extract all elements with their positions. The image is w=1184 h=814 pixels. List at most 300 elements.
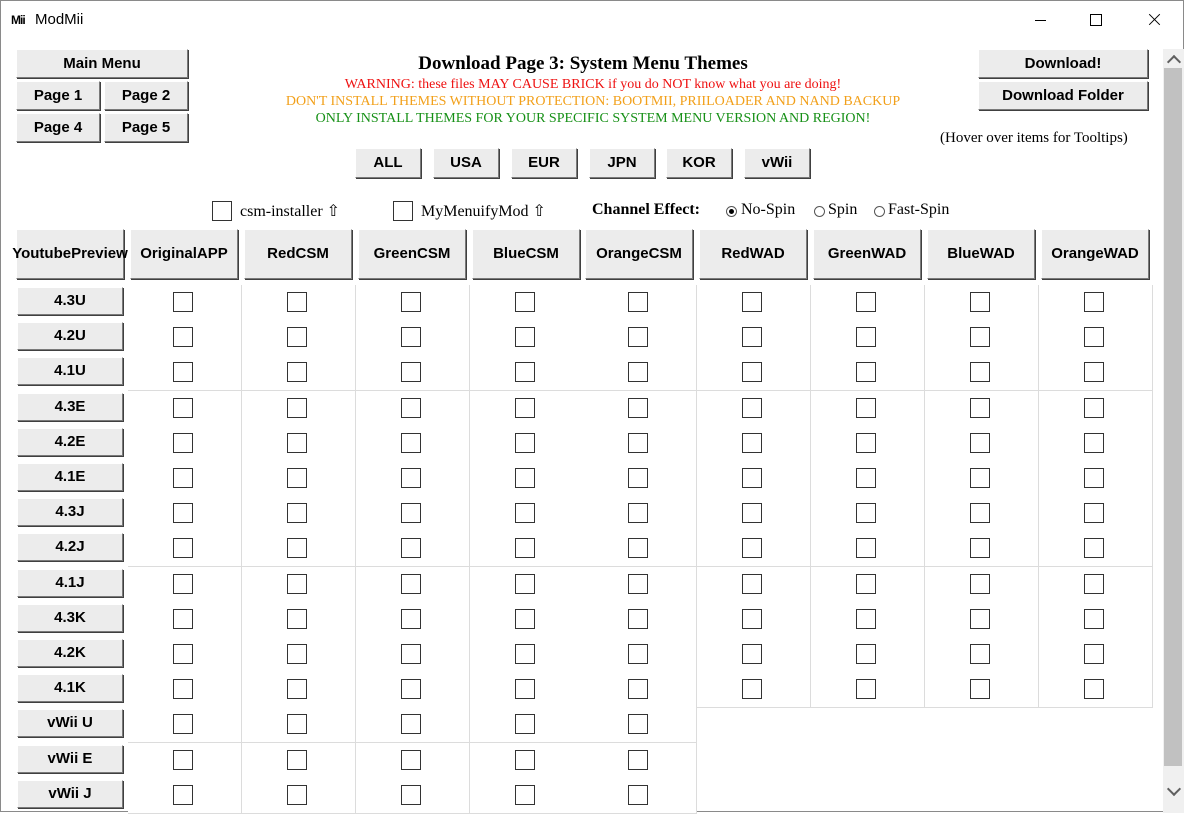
grid-cell <box>356 672 470 708</box>
theme-checkbox[interactable] <box>1084 362 1104 382</box>
grid-cell <box>1039 496 1153 532</box>
theme-checkbox[interactable] <box>287 292 307 312</box>
page-2-button[interactable]: Page 2 <box>104 81 188 110</box>
grid-cell <box>356 355 470 391</box>
effect-fast-spin-label: Fast-Spin <box>888 201 950 218</box>
theme-checkbox[interactable] <box>401 503 421 523</box>
theme-checkbox[interactable] <box>628 327 648 347</box>
theme-checkbox[interactable] <box>970 433 990 453</box>
theme-checkbox[interactable] <box>287 538 307 558</box>
theme-checkbox[interactable] <box>515 679 535 699</box>
theme-checkbox[interactable] <box>970 292 990 312</box>
theme-checkbox[interactable] <box>742 609 762 629</box>
grid-cell <box>811 567 925 603</box>
grid-cell <box>811 426 925 462</box>
grid-cell <box>1039 567 1153 603</box>
grid-cell <box>356 778 470 814</box>
grid-cell <box>925 672 1039 708</box>
grid-cell <box>242 461 356 497</box>
theme-checkbox[interactable] <box>401 574 421 594</box>
theme-checkbox[interactable] <box>742 468 762 488</box>
theme-checkbox[interactable] <box>515 609 535 629</box>
theme-checkbox[interactable] <box>287 644 307 664</box>
column-header[interactable] <box>1041 229 1149 279</box>
grid-cell <box>356 391 470 427</box>
grid-cell <box>242 355 356 391</box>
grid-cell <box>242 531 356 567</box>
column-header[interactable] <box>130 229 238 279</box>
download-folder-button[interactable]: Download Folder <box>978 81 1148 110</box>
theme-checkbox[interactable] <box>173 609 193 629</box>
theme-checkbox[interactable] <box>742 327 762 347</box>
theme-checkbox[interactable] <box>856 679 876 699</box>
theme-checkbox[interactable] <box>970 468 990 488</box>
column-header[interactable] <box>472 229 580 279</box>
theme-checkbox[interactable] <box>856 362 876 382</box>
grid-cell <box>697 637 811 673</box>
grid-cell <box>811 637 925 673</box>
theme-checkbox[interactable] <box>742 398 762 418</box>
theme-checkbox[interactable] <box>856 292 876 312</box>
theme-checkbox[interactable] <box>1084 292 1104 312</box>
theme-checkbox[interactable] <box>287 679 307 699</box>
channel-effect-label: Channel Effect: <box>592 201 700 218</box>
grid-cell <box>242 602 356 638</box>
grid-cell <box>1039 320 1153 356</box>
grid-cell <box>242 496 356 532</box>
theme-checkbox[interactable] <box>628 609 648 629</box>
column-header-line1: Orange <box>596 245 649 262</box>
column-header-line1: Youtube <box>12 245 72 262</box>
grid-cell <box>583 391 697 427</box>
grid-cell <box>925 285 1039 321</box>
column-header[interactable] <box>244 229 352 279</box>
theme-checkbox[interactable] <box>515 433 535 453</box>
theme-checkbox[interactable] <box>401 362 421 382</box>
warning-version: ONLY INSTALL THEMES FOR YOUR SPECIFIC SYSTEM MENU VERSION AND REGION! <box>315 111 871 126</box>
theme-checkbox[interactable] <box>742 538 762 558</box>
radio-spin[interactable] <box>814 206 825 217</box>
grid-cell <box>1039 531 1153 567</box>
theme-checkbox[interactable] <box>628 468 648 488</box>
csm-installer-label: csm-installer ⇧ <box>240 203 341 220</box>
grid-cell <box>925 602 1039 638</box>
theme-checkbox[interactable] <box>173 433 193 453</box>
theme-checkbox[interactable] <box>287 503 307 523</box>
grid-cell <box>583 285 697 321</box>
theme-checkbox[interactable] <box>173 468 193 488</box>
theme-checkbox[interactable] <box>628 503 648 523</box>
theme-checkbox[interactable] <box>401 750 421 770</box>
youtube-preview-button[interactable]: 4.3J <box>17 498 123 526</box>
theme-checkbox[interactable] <box>1084 398 1104 418</box>
theme-checkbox[interactable] <box>970 398 990 418</box>
theme-checkbox[interactable] <box>856 538 876 558</box>
grid-cell <box>1039 637 1153 673</box>
main-menu-button[interactable]: Main Menu <box>16 49 188 78</box>
theme-checkbox[interactable] <box>970 362 990 382</box>
grid-cell <box>925 461 1039 497</box>
grid-cell <box>1039 672 1153 708</box>
theme-checkbox[interactable] <box>1084 679 1104 699</box>
theme-checkbox[interactable] <box>628 362 648 382</box>
theme-checkbox[interactable] <box>287 714 307 734</box>
grid-cell <box>242 285 356 321</box>
theme-checkbox[interactable] <box>401 433 421 453</box>
youtube-preview-button[interactable]: vWii E <box>17 745 123 773</box>
theme-checkbox[interactable] <box>1084 327 1104 347</box>
theme-checkbox[interactable] <box>515 785 535 805</box>
region-all-button[interactable]: ALL <box>355 148 421 178</box>
theme-checkbox[interactable] <box>401 327 421 347</box>
region-usa-button[interactable]: USA <box>433 148 499 178</box>
theme-checkbox[interactable] <box>173 785 193 805</box>
grid-cell <box>470 531 584 567</box>
theme-checkbox[interactable] <box>1084 609 1104 629</box>
theme-checkbox[interactable] <box>401 714 421 734</box>
theme-checkbox[interactable] <box>173 538 193 558</box>
grid-cell <box>470 285 584 321</box>
youtube-preview-button[interactable]: 4.2K <box>17 639 123 667</box>
theme-checkbox[interactable] <box>401 644 421 664</box>
column-header-line1: Blue <box>947 245 980 262</box>
grid-cell <box>583 707 697 743</box>
theme-checkbox[interactable] <box>970 574 990 594</box>
column-header[interactable] <box>699 229 807 279</box>
grid-cell <box>811 461 925 497</box>
grid-cell <box>925 496 1039 532</box>
grid-cell <box>356 496 470 532</box>
column-header-line2: CSM <box>525 245 559 262</box>
theme-checkbox[interactable] <box>1084 468 1104 488</box>
theme-checkbox[interactable] <box>970 538 990 558</box>
grid-cell <box>1039 461 1153 497</box>
theme-checkbox[interactable] <box>401 679 421 699</box>
column-header-line1: Orange <box>1051 245 1104 262</box>
theme-checkbox[interactable] <box>856 433 876 453</box>
grid-cell <box>470 637 584 673</box>
theme-checkbox[interactable] <box>970 679 990 699</box>
theme-checkbox[interactable] <box>628 785 648 805</box>
youtube-preview-button[interactable]: 4.1U <box>17 357 123 385</box>
column-header-line2: WAD <box>871 245 907 262</box>
grid-cell <box>583 637 697 673</box>
column-header-line1: Original <box>140 245 197 262</box>
grid-cell <box>697 320 811 356</box>
grid-cell <box>925 426 1039 462</box>
grid-cell <box>128 637 242 673</box>
theme-checkbox[interactable] <box>287 468 307 488</box>
theme-checkbox[interactable] <box>515 714 535 734</box>
grid-cell <box>697 426 811 462</box>
grid-cell <box>128 567 242 603</box>
grid-cell <box>356 285 470 321</box>
theme-checkbox[interactable] <box>856 609 876 629</box>
grid-cell <box>128 461 242 497</box>
grid-cell <box>470 778 584 814</box>
region-vwii-button[interactable]: vWii <box>744 148 810 178</box>
theme-checkbox[interactable] <box>742 292 762 312</box>
theme-checkbox[interactable] <box>515 468 535 488</box>
theme-checkbox[interactable] <box>856 468 876 488</box>
theme-checkbox[interactable] <box>628 574 648 594</box>
grid-cell <box>128 426 242 462</box>
theme-checkbox[interactable] <box>1084 574 1104 594</box>
theme-checkbox[interactable] <box>856 503 876 523</box>
youtube-preview-button[interactable]: vWii U <box>17 709 123 737</box>
grid-cell <box>583 778 697 814</box>
theme-checkbox[interactable] <box>173 644 193 664</box>
theme-checkbox[interactable] <box>173 398 193 418</box>
youtube-preview-button[interactable]: vWii J <box>17 780 123 808</box>
grid-cell <box>583 567 697 603</box>
column-header[interactable] <box>12 229 128 279</box>
column-header-line2: WAD <box>979 245 1015 262</box>
theme-checkbox[interactable] <box>970 609 990 629</box>
column-header-line2: CSM <box>417 245 451 262</box>
grid-cell <box>128 320 242 356</box>
theme-checkbox[interactable] <box>856 327 876 347</box>
minimize-icon[interactable] <box>1011 1 1069 39</box>
close-icon[interactable] <box>1125 1 1183 39</box>
column-header[interactable] <box>358 229 466 279</box>
grid-cell <box>242 672 356 708</box>
grid-cell <box>583 355 697 391</box>
theme-checkbox[interactable] <box>628 433 648 453</box>
theme-checkbox[interactable] <box>287 433 307 453</box>
theme-checkbox[interactable] <box>856 398 876 418</box>
grid-cell <box>697 391 811 427</box>
youtube-preview-button[interactable]: 4.3E <box>17 393 123 421</box>
theme-checkbox[interactable] <box>742 503 762 523</box>
column-header-line1: Red <box>267 245 296 262</box>
youtube-preview-button[interactable]: 4.3K <box>17 604 123 632</box>
grid-cell <box>697 567 811 603</box>
theme-checkbox[interactable] <box>856 574 876 594</box>
theme-checkbox[interactable] <box>401 609 421 629</box>
youtube-preview-button[interactable]: 4.1K <box>17 674 123 702</box>
theme-checkbox[interactable] <box>856 644 876 664</box>
grid-cell <box>470 567 584 603</box>
grid-cell <box>925 531 1039 567</box>
region-kor-button[interactable]: KOR <box>666 148 732 178</box>
grid-cell <box>1039 391 1153 427</box>
grid-cell <box>811 672 925 708</box>
youtube-preview-button[interactable]: 4.3U <box>17 287 123 315</box>
grid-cell <box>925 355 1039 391</box>
radio-no-spin[interactable] <box>726 206 737 217</box>
grid-cell <box>356 320 470 356</box>
grid-cell <box>470 743 584 779</box>
grid-cell <box>128 602 242 638</box>
grid-cell <box>583 602 697 638</box>
grid-cell <box>356 743 470 779</box>
youtube-preview-button[interactable]: 4.2U <box>17 322 123 350</box>
grid-cell <box>811 496 925 532</box>
theme-checkbox[interactable] <box>173 679 193 699</box>
column-header[interactable] <box>585 229 693 279</box>
app-icon: Mii <box>11 13 25 27</box>
theme-checkbox[interactable] <box>628 538 648 558</box>
theme-checkbox[interactable] <box>628 714 648 734</box>
grid-cell <box>811 285 925 321</box>
warning-protection: DON'T INSTALL THEMES WITHOUT PROTECTION: BOOTMII, PRIILOADER AND NAND BACKUP <box>285 94 901 109</box>
scrollbar-thumb[interactable] <box>1164 68 1182 766</box>
grid-cell <box>128 743 242 779</box>
theme-checkbox[interactable] <box>287 750 307 770</box>
grid-cell <box>128 496 242 532</box>
grid-cell <box>925 567 1039 603</box>
theme-checkbox[interactable] <box>515 327 535 347</box>
csm-installer-checkbox[interactable] <box>212 201 232 221</box>
youtube-preview-button[interactable]: 4.1E <box>17 463 123 491</box>
hover-hint: (Hover over items for Tooltips) <box>940 130 1128 146</box>
page-5-button[interactable]: Page 5 <box>104 113 188 142</box>
column-header-line2: Preview <box>71 245 128 262</box>
grid-cell <box>242 743 356 779</box>
grid-cell <box>925 320 1039 356</box>
theme-checkbox[interactable] <box>173 714 193 734</box>
theme-checkbox[interactable] <box>515 538 535 558</box>
maximize-icon[interactable] <box>1067 1 1125 39</box>
theme-checkbox[interactable] <box>742 644 762 664</box>
grid-cell <box>128 285 242 321</box>
theme-checkbox[interactable] <box>970 644 990 664</box>
effect-no-spin-label: No-Spin <box>741 201 796 218</box>
column-header[interactable] <box>927 229 1035 279</box>
column-header-line2: APP <box>196 245 228 262</box>
theme-checkbox[interactable] <box>1084 538 1104 558</box>
theme-checkbox[interactable] <box>515 292 535 312</box>
radio-fast-spin[interactable] <box>874 206 885 217</box>
grid-cell <box>470 426 584 462</box>
grid-cell <box>583 531 697 567</box>
page-4-button[interactable]: Page 4 <box>16 113 100 142</box>
grid-cell <box>356 567 470 603</box>
theme-checkbox[interactable] <box>1084 644 1104 664</box>
mymenuifymod-label: MyMenuifyMod ⇧ <box>421 203 546 220</box>
theme-checkbox[interactable] <box>173 327 193 347</box>
grid-cell <box>583 426 697 462</box>
youtube-preview-button[interactable]: 4.1J <box>17 569 123 597</box>
column-header-line1: Blue <box>493 245 526 262</box>
theme-checkbox[interactable] <box>401 785 421 805</box>
grid-cell <box>583 461 697 497</box>
theme-checkbox[interactable] <box>742 362 762 382</box>
mymenuifymod-checkbox[interactable] <box>393 201 413 221</box>
theme-checkbox[interactable] <box>173 503 193 523</box>
theme-checkbox[interactable] <box>742 679 762 699</box>
column-header[interactable] <box>813 229 921 279</box>
theme-checkbox[interactable] <box>173 292 193 312</box>
scroll-up-icon[interactable] <box>1163 49 1184 69</box>
theme-checkbox[interactable] <box>515 750 535 770</box>
theme-checkbox[interactable] <box>173 362 193 382</box>
scroll-down-icon[interactable] <box>1163 781 1184 801</box>
theme-checkbox[interactable] <box>628 679 648 699</box>
theme-checkbox[interactable] <box>970 503 990 523</box>
grid-cell <box>128 355 242 391</box>
grid-cell <box>470 355 584 391</box>
theme-checkbox[interactable] <box>401 468 421 488</box>
window-title: ModMii <box>35 11 84 28</box>
grid-cell <box>811 602 925 638</box>
grid-cell <box>242 426 356 462</box>
theme-checkbox[interactable] <box>515 503 535 523</box>
region-jpn-button[interactable]: JPN <box>589 148 655 178</box>
grid-cell <box>811 355 925 391</box>
grid-cell <box>242 778 356 814</box>
column-header-line2: WAD <box>1103 245 1139 262</box>
column-header-line1: Green <box>827 245 872 262</box>
theme-checkbox[interactable] <box>401 292 421 312</box>
grid-cell <box>697 355 811 391</box>
theme-checkbox[interactable] <box>515 644 535 664</box>
grid-cell <box>356 531 470 567</box>
theme-checkbox[interactable] <box>287 362 307 382</box>
grid-cell <box>697 531 811 567</box>
theme-checkbox[interactable] <box>628 398 648 418</box>
column-header-line2: CSM <box>648 245 682 262</box>
grid-cell <box>356 426 470 462</box>
theme-checkbox[interactable] <box>287 327 307 347</box>
theme-checkbox[interactable] <box>515 574 535 594</box>
theme-checkbox[interactable] <box>742 433 762 453</box>
grid-cell <box>470 707 584 743</box>
page-title: Download Page 3: System Menu Themes <box>418 53 748 74</box>
theme-checkbox[interactable] <box>173 750 193 770</box>
theme-checkbox[interactable] <box>287 609 307 629</box>
warning-brick: WARNING: these files MAY CAUSE BRICK if you do NOT know what you are doing! <box>344 77 842 92</box>
theme-checkbox[interactable] <box>515 398 535 418</box>
grid-cell <box>1039 426 1153 462</box>
grid-cell <box>697 672 811 708</box>
theme-checkbox[interactable] <box>401 538 421 558</box>
grid-cell <box>242 391 356 427</box>
theme-checkbox[interactable] <box>287 574 307 594</box>
theme-checkbox[interactable] <box>287 398 307 418</box>
theme-checkbox[interactable] <box>1084 433 1104 453</box>
grid-cell <box>697 602 811 638</box>
grid-cell <box>356 707 470 743</box>
grid-cell <box>356 637 470 673</box>
grid-cell <box>811 391 925 427</box>
region-eur-button[interactable]: EUR <box>511 148 577 178</box>
theme-checkbox[interactable] <box>970 327 990 347</box>
download-button[interactable]: Download! <box>978 49 1148 78</box>
grid-cell <box>242 567 356 603</box>
youtube-preview-button[interactable]: 4.2E <box>17 428 123 456</box>
theme-checkbox[interactable] <box>628 292 648 312</box>
grid-cell <box>697 285 811 321</box>
column-header-line2: CSM <box>295 245 329 262</box>
grid-cell <box>470 461 584 497</box>
theme-checkbox[interactable] <box>401 398 421 418</box>
theme-checkbox[interactable] <box>173 574 193 594</box>
theme-checkbox[interactable] <box>287 785 307 805</box>
theme-checkbox[interactable] <box>628 750 648 770</box>
theme-checkbox[interactable] <box>1084 503 1104 523</box>
grid-cell <box>128 672 242 708</box>
page-1-button[interactable]: Page 1 <box>16 81 100 110</box>
grid-cell <box>925 391 1039 427</box>
grid-cell <box>811 531 925 567</box>
grid-cell <box>356 602 470 638</box>
theme-checkbox[interactable] <box>742 574 762 594</box>
youtube-preview-button[interactable]: 4.2J <box>17 533 123 561</box>
theme-checkbox[interactable] <box>628 644 648 664</box>
theme-checkbox[interactable] <box>515 362 535 382</box>
